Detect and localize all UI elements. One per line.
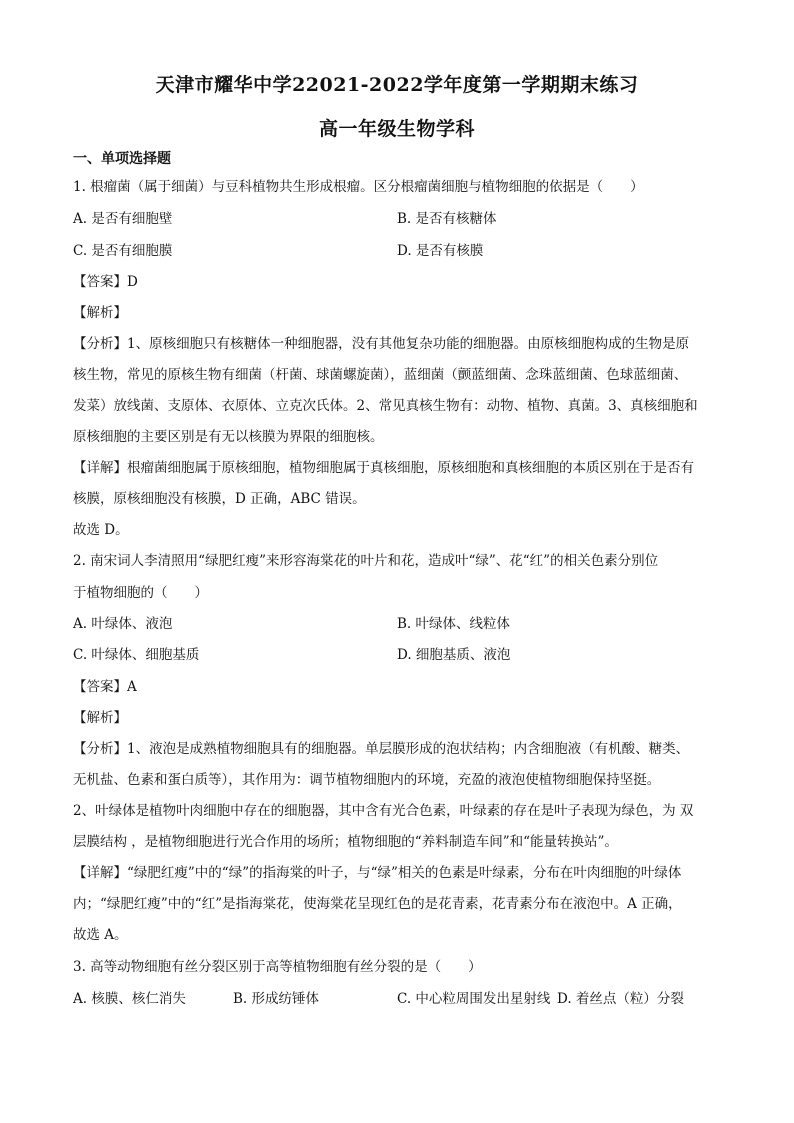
question-2-analysis-tag: 【解析】 <box>73 710 127 726</box>
question-1-option-b: B. 是否有核糖体 <box>397 211 497 227</box>
question-2-detail-line-2: 内；“绿肥红瘦”中的“红”是指海棠花，使海棠花呈现红色的是花青素，花青素分布在液泡中。A 正确， <box>73 896 682 912</box>
question-2-option-c: C. 叶绿体、细胞基质 <box>73 647 200 663</box>
question-3-option-d: D. 着丝点（粒）分裂 <box>557 991 684 1007</box>
question-1-analysis-line-3: 发菜）放线菌、支原体、衣原体、立克次氏体。2、常见真核生物有：动物、植物、真菌。3、真核细胞和 <box>73 398 698 414</box>
question-2-analysis-line-4: 层膜结构 ，是植物细胞进行光合作用的场所；植物细胞的“养料制造车间”和“能量转换站”。 <box>73 834 618 850</box>
section-heading: 一、单项选择题 <box>73 151 171 167</box>
question-2-option-a: A. 叶绿体、液泡 <box>73 616 173 632</box>
question-1-detail-line-1: 【详解】根瘤菌细胞属于原核细胞，植物细胞属于真核细胞，原核细胞和真核细胞的本质区别在于是否有 <box>73 460 694 476</box>
question-2-detail-line-1: 【详解】“绿肥红瘦”中的“绿”的指海棠的叶子，与“绿”相关的色素是叶绿素，分布在叶肉细胞的叶绿体 <box>73 865 682 881</box>
question-3-stem: 3. 高等动物细胞有丝分裂区别于高等植物细胞有丝分裂的是（ ） <box>73 959 482 975</box>
question-2-conclusion: 故选 A。 <box>73 927 128 943</box>
question-3-option-a: A. 核膜、核仁消失 <box>73 991 186 1007</box>
question-3-option-c: C. 中心粒周围发出星射线 <box>397 991 551 1007</box>
question-1-option-a: A. 是否有细胞壁 <box>73 211 173 227</box>
question-1-analysis-line-1: 【分析】1、原核细胞只有核糖体一种细胞器，没有其他复杂功能的细胞器。由原核细胞构成的生物是原 <box>73 336 690 352</box>
question-1-detail-line-2: 核膜，原核细胞没有核膜，D 正确，ABC 错误。 <box>73 491 366 507</box>
question-1-conclusion: 故选 D。 <box>73 522 129 538</box>
question-2-stem-line-1: 2. 南宋词人李清照用“绿肥红瘦”来形容海棠花的叶片和花，造成叶“绿”、花“红”的相关色素分别位 <box>73 553 659 569</box>
question-1-option-c: C. 是否有细胞膜 <box>73 243 173 259</box>
question-1-analysis-line-4: 原核细胞的主要区别是有无以核膜为界限的细胞核。 <box>73 429 384 445</box>
question-2-stem-line-2: 于植物细胞的（ ） <box>73 585 208 601</box>
question-3-option-b: B. 形成纺锤体 <box>233 991 320 1007</box>
question-1-analysis-line-2: 核生物，常见的原核生物有细菌（杆菌、球菌螺旋菌），蓝细菌（颤蓝细菌、念珠蓝细菌、色球蓝细菌、 <box>73 367 688 383</box>
document-title: 天津市耀华中学22021-2022学年度第一学期期末练习 <box>155 74 639 96</box>
question-1-option-d: D. 是否有核膜 <box>397 243 484 259</box>
question-2-option-d: D. 细胞基质、液泡 <box>397 647 511 663</box>
question-1-analysis-tag: 【解析】 <box>73 305 127 321</box>
question-2-analysis-line-1: 【分析】1、液泡是成熟植物细胞具有的细胞器。单层膜形成的泡状结构；内含细胞液（有机酸、糖类、 <box>73 741 690 757</box>
question-2-option-b: B. 叶绿体、线粒体 <box>397 616 511 632</box>
document-subtitle: 高一年级生物学科 <box>318 118 475 140</box>
question-2-answer: 【答案】A <box>73 679 137 695</box>
question-2-analysis-line-3: 2、叶绿体是植物叶肉细胞中存在的细胞器，其中含有光合色素，叶绿素的存在是叶子表现为绿色，为 双 <box>73 803 694 819</box>
question-1-answer: 【答案】D <box>73 274 138 290</box>
question-2-analysis-line-2: 无机盐、色素和蛋白质等），其作用为：调节植物细胞内的环境，充盈的液泡使植物细胞保持坚挺。 <box>73 772 661 788</box>
question-1-stem: 1. 根瘤菌（属于细菌）与豆科植物共生形成根瘤。区分根瘤菌细胞与植物细胞的依据是（ ） <box>73 179 644 195</box>
